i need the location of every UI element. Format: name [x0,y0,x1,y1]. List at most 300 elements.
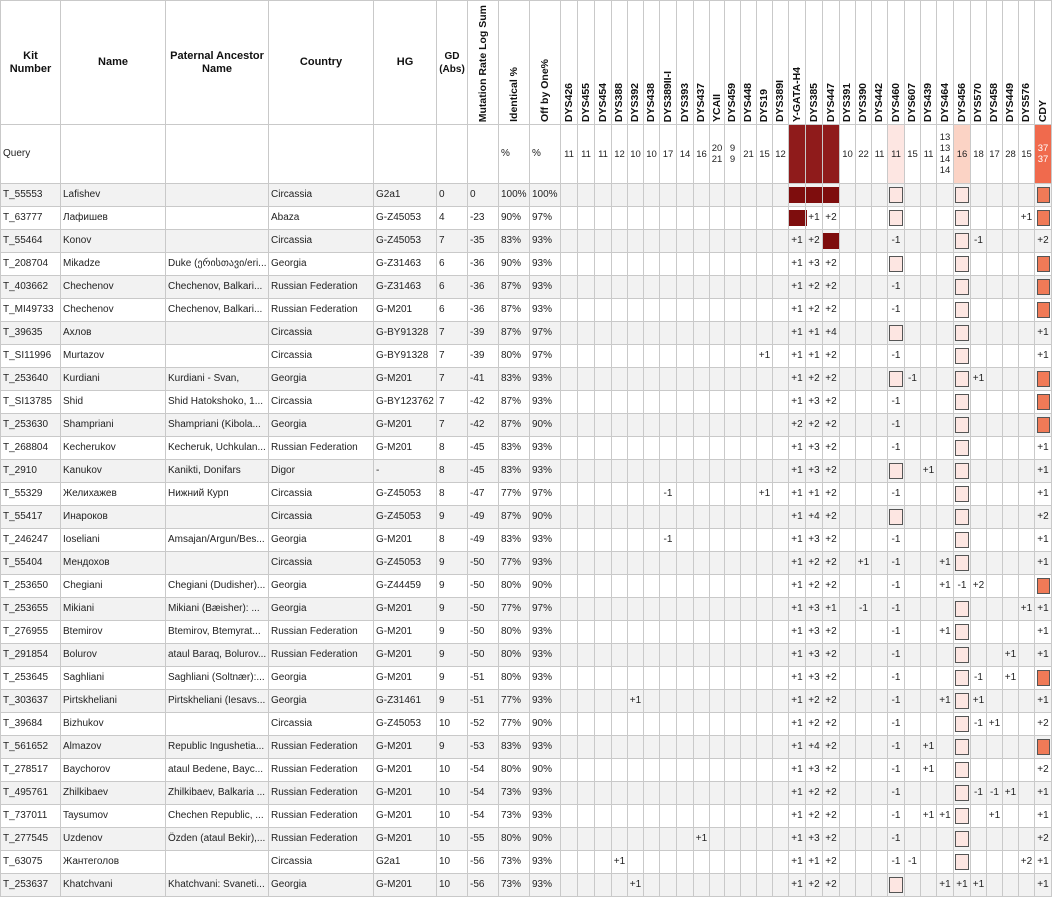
marker-cell-dys570 [971,184,987,207]
country-cell: Georgia [269,368,374,391]
table-row[interactable] [1,276,1052,299]
marker-header-dys426[interactable]: DYS426 [561,1,578,125]
ancestor-cell: Chechenov, Balkari... [166,276,269,299]
marker-header-dys607[interactable]: DYS607 [905,1,921,125]
marker-cell-dys449 [1003,184,1019,207]
mutation-cell: -50 [468,621,499,644]
match-highlight-box [889,187,903,203]
kit-number-cell[interactable]: T_246247 [1,529,61,552]
match-highlight-box [955,348,969,364]
name-cell[interactable]: Chegiani [61,575,166,598]
marker-cell-dys458 [987,345,1003,368]
marker-cell-dys456 [954,690,971,713]
name-cell[interactable]: Taysumov [61,805,166,828]
marker-cell-dys576 [1019,345,1035,368]
marker-cell-dys426 [561,851,578,874]
kit-number-cell[interactable]: T_39684 [1,713,61,736]
kit-number-cell[interactable]: T_253650 [1,575,61,598]
table-row[interactable] [1,828,1052,851]
name-cell[interactable]: Btemirov [61,621,166,644]
marker-header-dys449[interactable]: DYS449 [1003,1,1019,125]
marker-cell-dys460: -1 [888,667,905,690]
haplogroup-header[interactable]: HG [374,1,437,125]
name-cell[interactable]: Chechenov [61,276,166,299]
marker-cell-dys438 [644,713,660,736]
marker-cell-dys389i [773,782,789,805]
marker-cell-dys390 [856,667,872,690]
table-row[interactable] [1,483,1052,506]
marker-header-dys460[interactable]: DYS460 [888,1,905,125]
kit-number-cell[interactable]: T_253655 [1,598,61,621]
marker-cell-dys392 [628,184,644,207]
name-cell[interactable]: Shampriani [61,414,166,437]
table-row[interactable] [1,230,1052,253]
marker-cell-dys449 [1003,575,1019,598]
marker-cell-dys437 [694,851,710,874]
marker-header-cdy[interactable]: CDY [1035,1,1052,125]
kit-number-cell[interactable]: T_268804 [1,437,61,460]
query-value-dys393: 14 [677,125,694,184]
marker-cell-dys576 [1019,506,1035,529]
gd-cell: 8 [437,460,468,483]
table-row[interactable] [1,736,1052,759]
table-row[interactable] [1,874,1052,897]
marker-cell-dys391 [840,322,856,345]
mutation-cell: -54 [468,782,499,805]
name-cell[interactable]: Инароков [61,506,166,529]
marker-header-dys454[interactable]: DYS454 [595,1,612,125]
marker-header-dys393[interactable]: DYS393 [677,1,694,125]
marker-cell-dys459 [725,644,741,667]
marker-cell-dys464 [937,736,954,759]
marker-cell-dys385: +1 [806,345,823,368]
marker-cell-dys464 [937,667,954,690]
marker-cell-dys449 [1003,828,1019,851]
marker-cell-dys459 [725,874,741,897]
gd-cell: 6 [437,299,468,322]
marker-cell-dys393 [677,575,694,598]
table-row[interactable] [1,391,1052,414]
marker-cell-ycaii [710,736,725,759]
kit-number-cell[interactable]: T_303637 [1,690,61,713]
marker-cell-dys447: +2 [823,368,840,391]
marker-cell-dys426 [561,276,578,299]
name-cell[interactable]: Желихажев [61,483,166,506]
marker-cell-dys448 [741,368,757,391]
marker-cell-dys389ii-i [660,230,677,253]
marker-cell-ycaii [710,782,725,805]
match-highlight-box [955,624,969,640]
off-by-one-header[interactable]: Off by One% [530,1,561,125]
marker-cell-dys459 [725,851,741,874]
country-header[interactable]: Country [269,1,374,125]
table-row[interactable] [1,667,1052,690]
name-cell[interactable]: Kecherukov [61,437,166,460]
kit-number-cell[interactable]: T_403662 [1,276,61,299]
kit-number-cell[interactable]: T_2910 [1,460,61,483]
marker-cell-dys437 [694,184,710,207]
name-cell[interactable]: Bolurov [61,644,166,667]
marker-cell-y-gata-h4: +1 [789,644,806,667]
name-cell[interactable]: Lafishev [61,184,166,207]
kit-number-cell[interactable]: T_55417 [1,506,61,529]
mutation-cell: -50 [468,552,499,575]
marker-header-dys442[interactable]: DYS442 [872,1,888,125]
marker-cell-dys393 [677,368,694,391]
name-cell[interactable]: Zhilkibaev [61,782,166,805]
marker-cell-dys385: +4 [806,736,823,759]
marker-header-dys464[interactable]: DYS464 [937,1,954,125]
kit-number-cell[interactable]: T_561652 [1,736,61,759]
table-row[interactable] [1,805,1052,828]
marker-header-dys438[interactable]: DYS438 [644,1,660,125]
kit-number-cell[interactable]: T_253640 [1,368,61,391]
match-highlight-box [955,785,969,801]
marker-cell-dys570 [971,299,987,322]
country-cell: Russian Federation [269,805,374,828]
marker-cell-dys385: +2 [806,713,823,736]
gd-cell: 7 [437,414,468,437]
marker-header-dys576[interactable]: DYS576 [1019,1,1035,125]
table-row[interactable] [1,322,1052,345]
marker-cell-ycaii [710,598,725,621]
kit-number-cell[interactable]: T_277545 [1,828,61,851]
marker-cell-dys438 [644,759,660,782]
name-cell[interactable]: Лафишев [61,207,166,230]
marker-cell-dys389ii-i [660,460,677,483]
marker-cell-dys458 [987,276,1003,299]
marker-header-dys459[interactable]: DYS459 [725,1,741,125]
name-cell[interactable]: Konov [61,230,166,253]
name-cell[interactable]: Pirtskheliani [61,690,166,713]
marker-header-dys389i[interactable]: DYS389I [773,1,789,125]
kit-number-cell[interactable]: T_253645 [1,667,61,690]
name-cell[interactable]: Mikiani [61,598,166,621]
marker-header-dys458[interactable]: DYS458 [987,1,1003,125]
marker-cell-dys393 [677,598,694,621]
marker-cell-ycaii [710,621,725,644]
gd-cell: 10 [437,713,468,736]
kit-number-cell[interactable]: T_55553 [1,184,61,207]
marker-cell-dys458 [987,483,1003,506]
marker-cell-dys439 [921,851,937,874]
name-cell[interactable]: Мендохов [61,552,166,575]
marker-cell-dys459 [725,230,741,253]
marker-cell-dys454 [595,759,612,782]
marker-header-dys19[interactable]: DYS19 [757,1,773,125]
marker-cell-dys19 [757,644,773,667]
offbyone-cell: 93% [530,851,561,874]
marker-cell-y-gata-h4: +1 [789,253,806,276]
marker-cell-dys392 [628,345,644,368]
name-cell[interactable]: Saghliani [61,667,166,690]
marker-cell-ycaii [710,483,725,506]
table-row[interactable] [1,690,1052,713]
marker-cell-dys456 [954,667,971,690]
kit-number-cell[interactable]: T_63777 [1,207,61,230]
match-highlight-box [955,256,969,272]
offbyone-cell: 90% [530,506,561,529]
table-row[interactable] [1,414,1052,437]
marker-cell-dys438 [644,506,660,529]
marker-header-dys390[interactable]: DYS390 [856,1,872,125]
marker-cell-dys426 [561,529,578,552]
table-row[interactable] [1,851,1052,874]
marker-cell-dys442 [872,644,888,667]
name-cell[interactable]: Bizhukov [61,713,166,736]
offbyone-cell: 97% [530,345,561,368]
marker-cell-dys455 [578,874,595,897]
marker-header-dys392[interactable]: DYS392 [628,1,644,125]
kit-number-cell[interactable]: T_MI49733 [1,299,61,322]
marker-cell-dys437 [694,483,710,506]
marker-header-dys391[interactable]: DYS391 [840,1,856,125]
marker-cell-dys390 [856,529,872,552]
marker-cell-dys448 [741,552,757,575]
marker-header-dys389ii-i[interactable]: DYS389II-I [660,1,677,125]
marker-cell-dys456: -1 [954,575,971,598]
table-row[interactable] [1,621,1052,644]
name-cell[interactable]: Kurdiani [61,368,166,391]
marker-header-dys437[interactable]: DYS437 [694,1,710,125]
marker-cell-dys437 [694,736,710,759]
marker-cell-ycaii [710,874,725,897]
query-value-dys389i: 12 [773,125,789,184]
table-row[interactable] [1,368,1052,391]
marker-cell-dys464: +1 [937,874,954,897]
kit-number-cell[interactable]: T_253630 [1,414,61,437]
name-cell[interactable]: Murtazov [61,345,166,368]
country-cell: Russian Federation [269,736,374,759]
table-row[interactable] [1,345,1052,368]
marker-cell-dys438 [644,851,660,874]
marker-cell-dys19 [757,736,773,759]
haplogroup-cell: G-M201 [374,299,437,322]
marker-header-dys455[interactable]: DYS455 [578,1,595,125]
table-row[interactable] [1,437,1052,460]
query-value-dys391: 10 [840,125,856,184]
name-header[interactable]: Name [61,1,166,125]
marker-cell-ycaii [710,322,725,345]
marker-cell-dys454 [595,184,612,207]
marker-cell-dys448 [741,506,757,529]
name-cell[interactable]: Almazov [61,736,166,759]
ancestor-cell: Özden (ataul Bekir),... [166,828,269,851]
marker-cell-dys19 [757,690,773,713]
match-highlight-box [955,187,969,203]
table-row[interactable] [1,575,1052,598]
mutation-cell: -39 [468,322,499,345]
country-cell: Georgia [269,253,374,276]
kit-number-cell[interactable]: T_39635 [1,322,61,345]
marker-cell-dys447: +2 [823,713,840,736]
offbyone-cell: 97% [530,483,561,506]
marker-cell-dys464 [937,483,954,506]
marker-cell-dys449 [1003,253,1019,276]
kit-number-header[interactable]: Kit Number [1,1,61,125]
match-highlight-box [1037,256,1050,272]
marker-cell-dys447: +2 [823,345,840,368]
marker-cell-dys447: +2 [823,644,840,667]
table-row[interactable] [1,299,1052,322]
marker-cell-dys389ii-i [660,690,677,713]
marker-cell-dys391 [840,184,856,207]
table-row[interactable] [1,782,1052,805]
kit-number-cell[interactable]: T_208704 [1,253,61,276]
table-row[interactable] [1,598,1052,621]
table-row[interactable] [1,552,1052,575]
marker-cell-dys464 [937,506,954,529]
name-cell[interactable]: Chechenov [61,299,166,322]
marker-cell-dys464 [937,782,954,805]
marker-cell-dys442 [872,598,888,621]
name-cell[interactable]: Жантеголов [61,851,166,874]
marker-cell-dys439 [921,322,937,345]
marker-cell-dys455 [578,736,595,759]
kit-number-cell[interactable]: T_SI11996 [1,345,61,368]
query-label: Query [1,125,61,184]
marker-cell-dys390 [856,874,872,897]
marker-cell-dys389i [773,276,789,299]
marker-cell-dys449 [1003,345,1019,368]
marker-cell-dys391 [840,437,856,460]
marker-cell-dys385: +2 [806,782,823,805]
marker-header-dys447[interactable]: DYS447 [823,1,840,125]
marker-cell-dys449 [1003,460,1019,483]
kit-number-cell[interactable]: T_276955 [1,621,61,644]
marker-cell-dys448 [741,667,757,690]
marker-cell-dys388 [612,276,628,299]
marker-cell-dys439 [921,598,937,621]
kit-number-cell[interactable]: T_63075 [1,851,61,874]
kit-number-cell[interactable]: T_278517 [1,759,61,782]
table-row[interactable] [1,529,1052,552]
marker-cell-dys390: -1 [856,598,872,621]
marker-cell-ycaii [710,276,725,299]
marker-cell-dys576 [1019,644,1035,667]
table-row[interactable] [1,644,1052,667]
marker-cell-dys389ii-i [660,575,677,598]
marker-cell-dys389i [773,598,789,621]
name-cell[interactable]: Mikadze [61,253,166,276]
kit-number-cell[interactable]: T_55329 [1,483,61,506]
marker-header-dys388[interactable]: DYS388 [612,1,628,125]
marker-header-dys570[interactable]: DYS570 [971,1,987,125]
match-highlight-box [889,877,903,893]
name-cell[interactable]: Khatchvani [61,874,166,897]
marker-cell-y-gata-h4: +1 [789,667,806,690]
query-row [1,125,1052,184]
marker-cell-dys389ii-i: -1 [660,529,677,552]
marker-cell-dys391 [840,345,856,368]
marker-cell-dys456 [954,368,971,391]
table-row[interactable] [1,506,1052,529]
kit-number-cell[interactable]: T_55464 [1,230,61,253]
name-cell[interactable]: Ахлов [61,322,166,345]
identical-header[interactable]: Identical % [499,1,530,125]
table-row[interactable] [1,460,1052,483]
gd-cell: 10 [437,874,468,897]
marker-cell-dys447: +2 [823,736,840,759]
marker-cell-dys426 [561,253,578,276]
marker-header-dys448[interactable]: DYS448 [741,1,757,125]
marker-cell-cdy: +1 [1035,529,1052,552]
kit-number-cell[interactable]: T_55404 [1,552,61,575]
marker-cell-dys388 [612,782,628,805]
kit-number-cell[interactable]: T_291854 [1,644,61,667]
marker-header-dys385[interactable]: DYS385 [806,1,823,125]
marker-cell-dys449 [1003,529,1019,552]
marker-cell-dys426 [561,230,578,253]
marker-header-dys439[interactable]: DYS439 [921,1,937,125]
marker-cell-dys456 [954,230,971,253]
marker-cell-dys437 [694,575,710,598]
marker-cell-dys449 [1003,851,1019,874]
marker-cell-dys438 [644,529,660,552]
country-cell: Russian Federation [269,276,374,299]
marker-cell-dys459 [725,483,741,506]
haplogroup-cell: G-M201 [374,529,437,552]
name-cell[interactable]: Shid [61,391,166,414]
marker-cell-dys570 [971,414,987,437]
mutation-rate-header[interactable]: Mutation Rate Log Sum [468,1,499,125]
marker-cell-dys460 [888,322,905,345]
query-value-ycaii: 20 21 [710,125,725,184]
marker-cell-dys426 [561,621,578,644]
name-cell[interactable]: Kanukov [61,460,166,483]
table-row[interactable] [1,713,1052,736]
kit-number-cell[interactable]: T_495761 [1,782,61,805]
query-value-dys460: 11 [888,125,905,184]
offbyone-cell: 90% [530,828,561,851]
marker-cell-dys607 [905,207,921,230]
name-cell[interactable]: Ioseliani [61,529,166,552]
kit-number-cell[interactable]: T_737011 [1,805,61,828]
marker-cell-dys459 [725,621,741,644]
table-row[interactable] [1,759,1052,782]
marker-cell-ycaii [710,805,725,828]
offbyone-cell: 93% [530,276,561,299]
marker-cell-dys576 [1019,690,1035,713]
marker-header-ycaii[interactable]: YCAII [710,1,725,125]
marker-cell-dys449 [1003,437,1019,460]
marker-cell-dys389i [773,414,789,437]
marker-cell-dys389ii-i [660,644,677,667]
marker-cell-dys460: -1 [888,644,905,667]
marker-cell-dys460: -1 [888,299,905,322]
marker-header-dys456[interactable]: DYS456 [954,1,971,125]
marker-cell-dys459 [725,368,741,391]
paternal-ancestor-header[interactable]: Paternal Ancestor Name [166,1,269,125]
table-row[interactable] [1,207,1052,230]
marker-cell-dys437 [694,414,710,437]
name-cell[interactable]: Uzdenov [61,828,166,851]
match-highlight-box [955,601,969,617]
marker-cell-dys391 [840,575,856,598]
name-cell[interactable]: Baychorov [61,759,166,782]
marker-cell-dys464 [937,368,954,391]
marker-header-y-gata-h4[interactable]: Y-GATA-H4 [789,1,806,125]
identical-cell: 80% [499,644,530,667]
kit-number-cell[interactable]: T_SI13785 [1,391,61,414]
table-row[interactable] [1,253,1052,276]
marker-cell-y-gata-h4: +1 [789,575,806,598]
marker-cell-dys389i [773,851,789,874]
kit-number-cell[interactable]: T_253637 [1,874,61,897]
marker-cell-dys447 [823,184,840,207]
gd-header[interactable]: GD (Abs) [437,1,468,125]
table-row[interactable] [1,184,1052,207]
